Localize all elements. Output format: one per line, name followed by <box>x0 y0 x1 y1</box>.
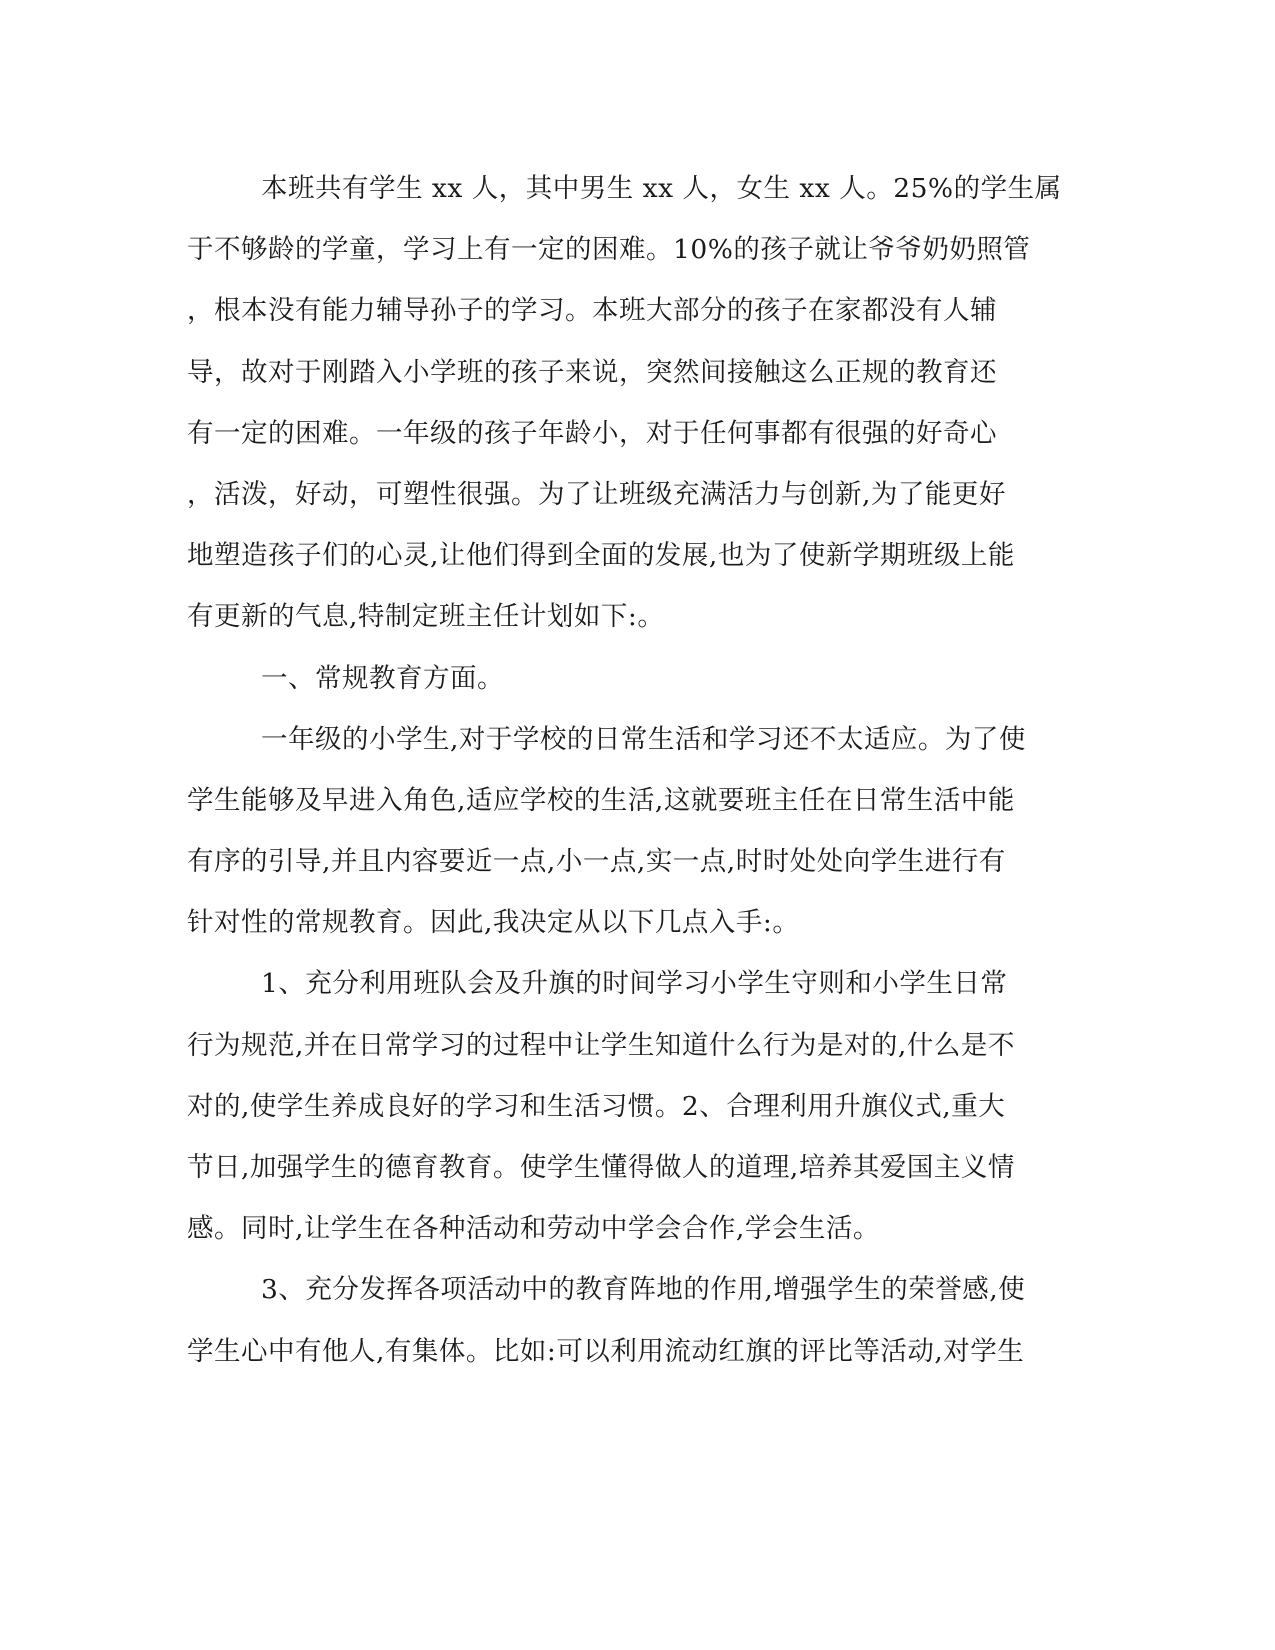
text-line: 有更新的气息,特制定班主任计划如下:。 <box>187 601 665 633</box>
text-line: 行为规范,并在日常学习的过程中让学生知道什么行为是对的,什么是不 <box>187 1029 1015 1061</box>
text-line: 学生能够及早进入角色,适应学校的生活,这就要班主任在日常生活中能 <box>187 784 1015 816</box>
text-line: 针对性的常规教育。因此,我决定从以下几点入手:。 <box>187 907 800 939</box>
text-line: 一年级的小学生,对于学校的日常生活和学习还不太适应。为了使 <box>261 723 1026 755</box>
text-line: 1、充分利用班队会及升旗的时间学习小学生守则和小学生日常 <box>261 968 1008 1000</box>
text-line: 导，故对于刚踏入小学班的孩子来说，突然间接触这么正规的教育还 <box>187 356 997 388</box>
section-heading: 一、常规教育方面。 <box>261 662 504 694</box>
text-line: ，根本没有能力辅导孙子的学习。本班大部分的孩子在家都没有人辅 <box>187 295 997 327</box>
text-line: 3、充分发挥各项活动中的教育阵地的作用,增强学生的荣誉感,使 <box>261 1274 1026 1306</box>
text-line: 感。同时,让学生在各种活动和劳动中学会合作,学会生活。 <box>187 1213 880 1245</box>
document-body <box>187 158 1073 1382</box>
text-line: 地塑造孩子们的心灵,让他们得到全面的发展,也为了使新学期班级上能 <box>187 540 1015 572</box>
text-line: 学生心中有他人,有集体。比如:可以利用流动红旗的评比等活动,对学生 <box>187 1335 1025 1367</box>
text-line: ，活泼，好动，可塑性很强。为了让班级充满活力与创新,为了能更好 <box>187 478 1006 510</box>
text-line: 有序的引导,并且内容要近一点,小一点,实一点,时时处处向学生进行有 <box>187 846 1006 878</box>
text-line: 于不够龄的学童，学习上有一定的困难。10%的孩子就让爷爷奶奶照管 <box>187 234 1031 266</box>
text-line: 对的,使学生养成良好的学习和生活习惯。2、合理利用升旗仪式,重大 <box>187 1090 1006 1122</box>
text-line: 有一定的困难。一年级的孩子年龄小，对于任何事都有很强的好奇心 <box>187 417 997 449</box>
text-line: 节日,加强学生的德育教育。使学生懂得做人的道理,培养其爱国主义情 <box>187 1152 1015 1183</box>
text-line: 本班共有学生 xx 人，其中男生 xx 人，女生 xx 人。25%的学生属 <box>261 173 1062 204</box>
